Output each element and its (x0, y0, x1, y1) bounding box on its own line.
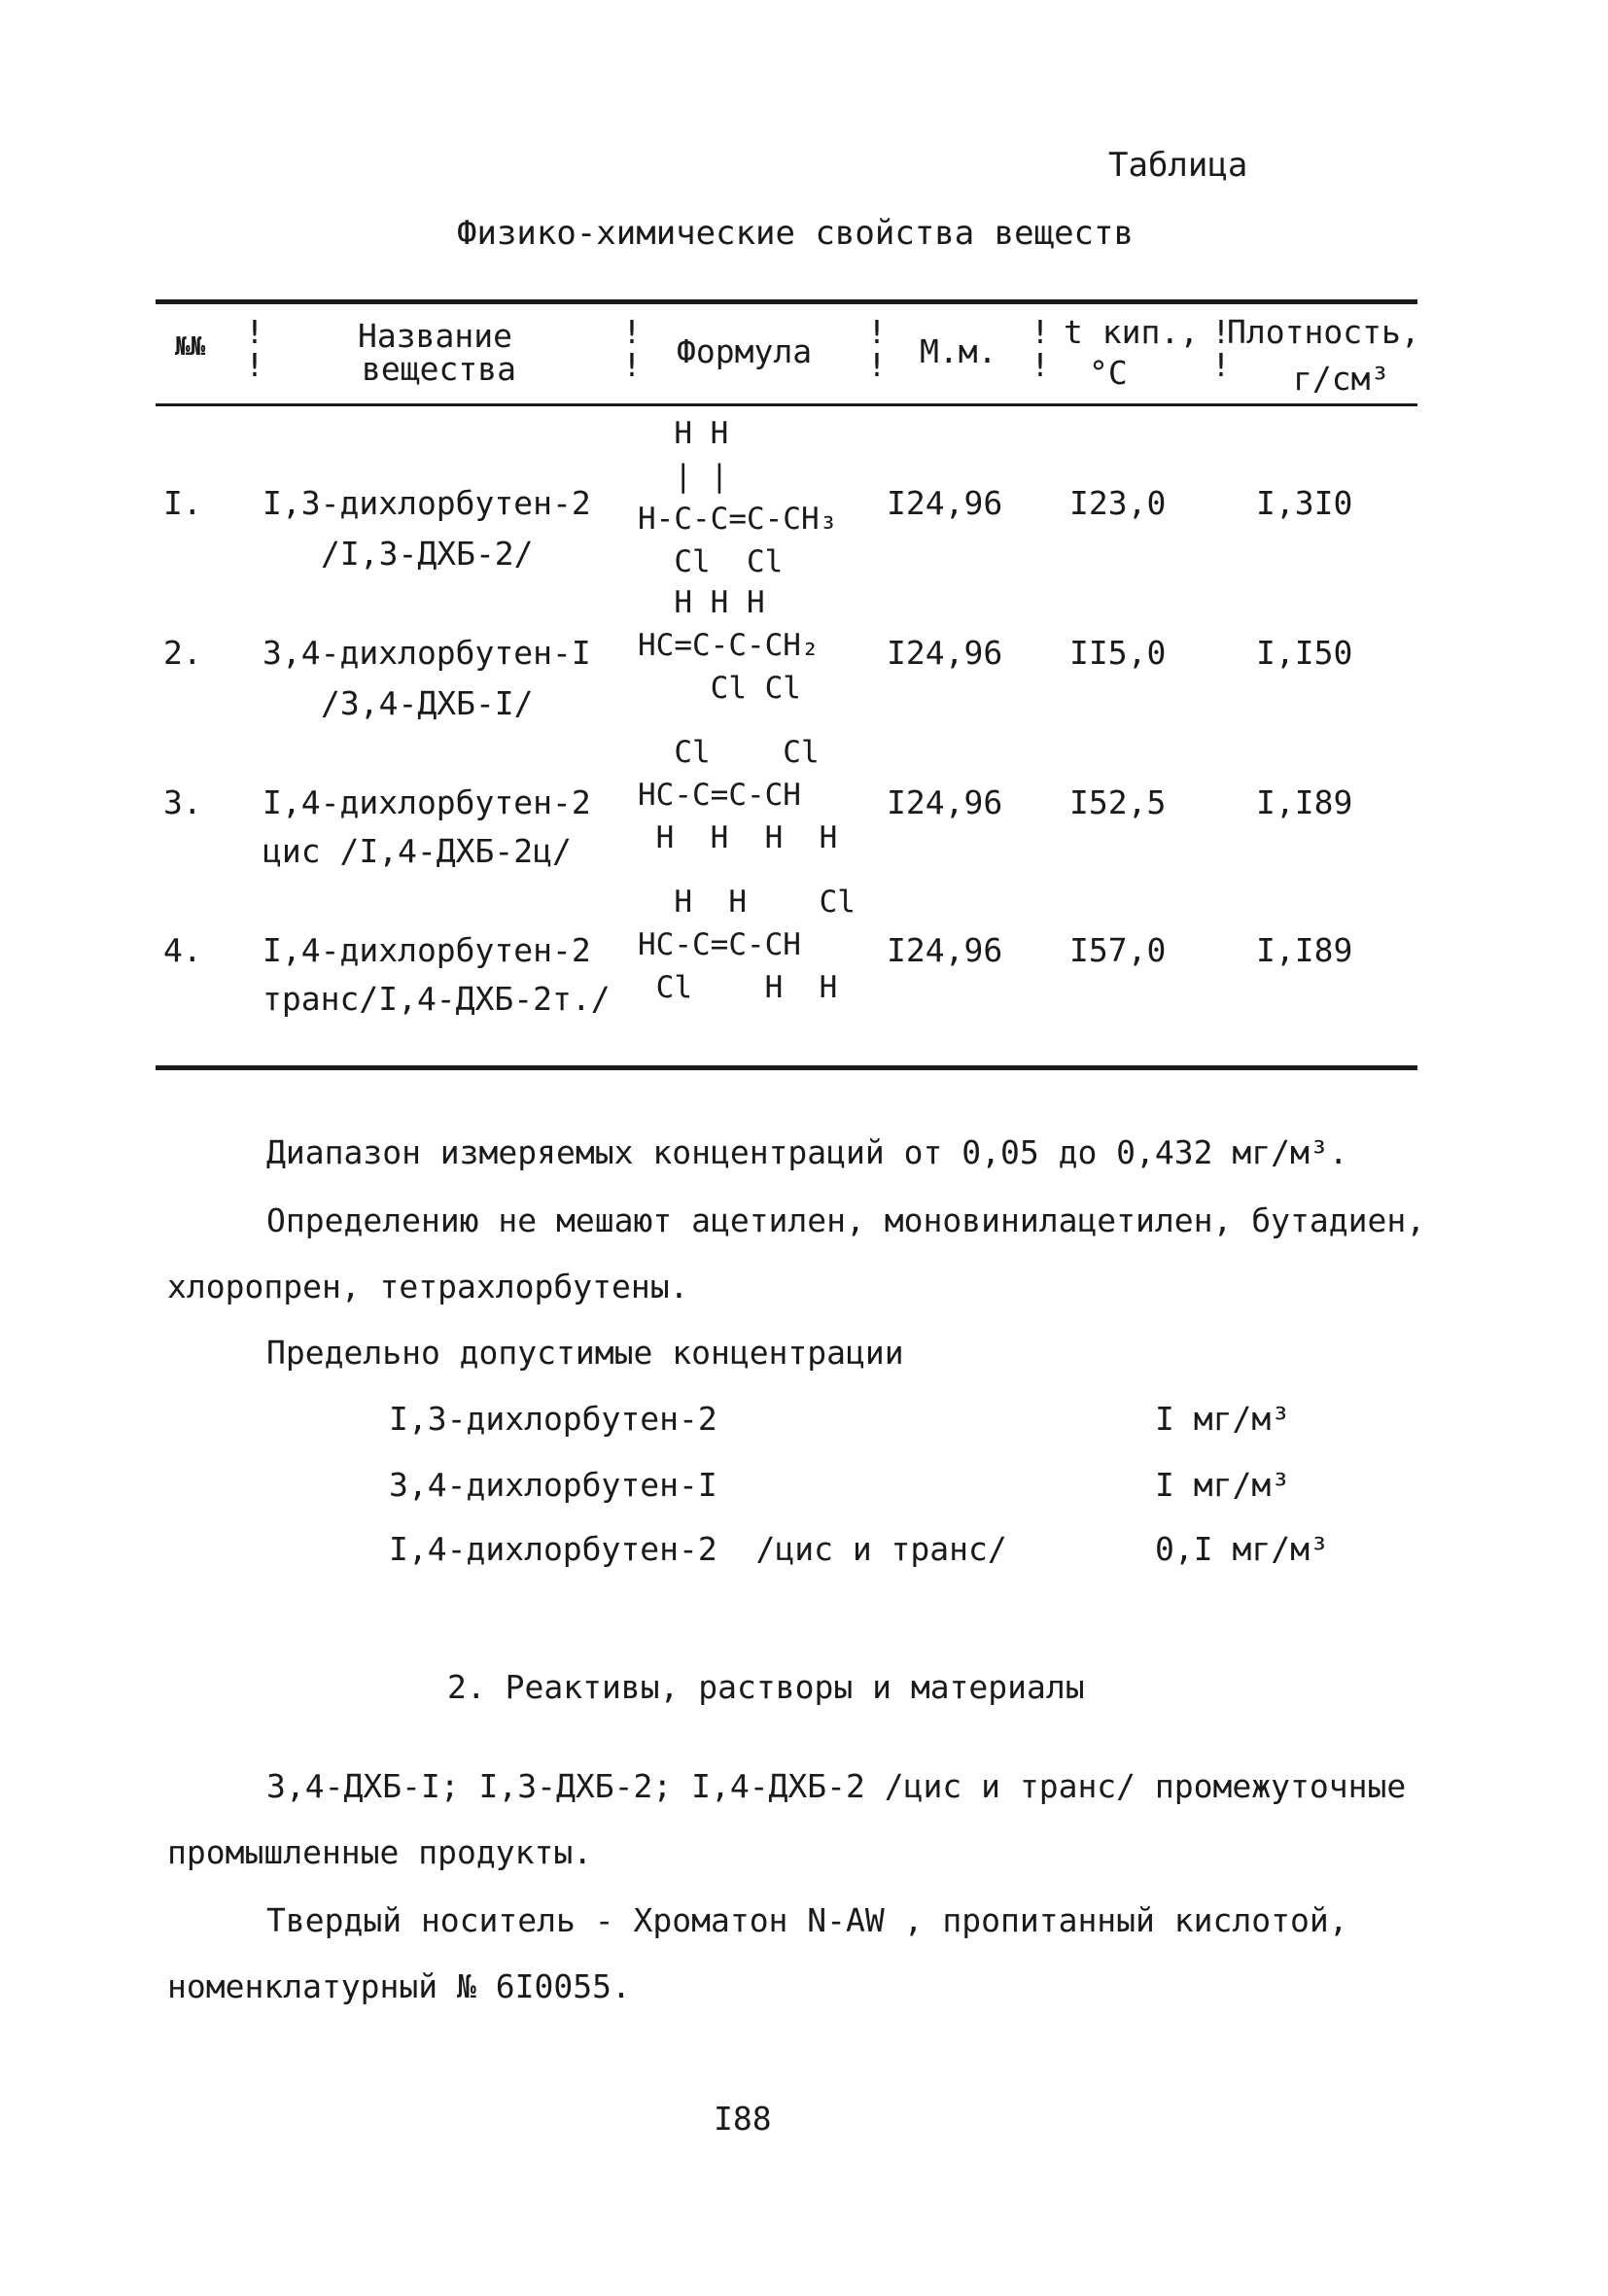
col-sep: ! (1031, 313, 1050, 351)
pdk-title: Предельно допустимые концентрации (266, 1334, 904, 1372)
reagents-line2: промышленные продукты. (167, 1833, 593, 1871)
col-num: №№ (175, 332, 206, 362)
formula-line: Н Н (638, 416, 729, 451)
pdk-item-1-value: I мг/м³ (1155, 1400, 1291, 1438)
col-density-line1: Плотность, (1227, 313, 1420, 351)
row-2-density: I,I50 (1256, 634, 1353, 672)
row-2-num: 2. (163, 634, 202, 672)
col-sep: ! (867, 346, 887, 384)
row-1-name-line2: /I,3-ДХБ-2/ (321, 535, 534, 573)
row-3-mm: I24,96 (887, 783, 1003, 821)
row-4-tbp: I57,0 (1069, 931, 1167, 969)
col-density-line2: г/см³ (1293, 360, 1390, 398)
row-1-density: I,3I0 (1256, 484, 1353, 522)
formula-line: Н Н Н (638, 585, 765, 620)
formula-line: НС-С=С-СН (638, 778, 801, 813)
table-bottom-rule (156, 1065, 1417, 1070)
pdk-item-3-value: 0,I мг/м³ (1155, 1530, 1329, 1568)
formula-line: Н Н Cl (638, 885, 856, 920)
row-2-mm: I24,96 (887, 634, 1003, 672)
formula-line: Cl Cl (638, 671, 801, 706)
table-header-rule (156, 403, 1417, 406)
page-number: I88 (714, 2100, 772, 2138)
row-2-name-line2: /3,4-ДХБ-I/ (321, 684, 534, 722)
col-mm: М.м. (920, 332, 997, 370)
row-4-num: 4. (163, 931, 202, 969)
row-1-tbp: I23,0 (1069, 484, 1167, 522)
pdk-item-3-name: I,4-дихлорбутен-2 /цис и транс/ (389, 1530, 1007, 1568)
section-title: 2. Реактивы, растворы и материалы (447, 1668, 1085, 1706)
reagents-line1: 3,4-ДХБ-I; I,3-ДХБ-2; I,4-ДХБ-2 /цис и транс/ промежуточные (266, 1767, 1407, 1805)
row-1-num: I. (163, 484, 202, 522)
formula-line: | | (638, 459, 729, 494)
row-3-name-line2: цис /I,4-ДХБ-2ц/ (262, 832, 572, 870)
row-4-mm: I24,96 (887, 931, 1003, 969)
row-4-name-line1: I,4-дихлорбутен-2 (262, 931, 591, 969)
formula-line: НС=С-С-СН₂ (638, 628, 820, 663)
pdk-item-2-name: 3,4-дихлорбутен-I (389, 1466, 717, 1504)
formula-line: Cl Cl (638, 735, 820, 770)
formula-line: Н-С-С=С-СН₃ (638, 502, 838, 537)
row-2-formula (638, 581, 820, 710)
row-1-formula (638, 412, 837, 583)
table-label: Таблица (1108, 146, 1248, 185)
pdk-item-2-value: I мг/м³ (1155, 1466, 1291, 1504)
formula-line: Cl Cl (638, 544, 784, 579)
carrier-line2: номенклатурный № 6I0055. (167, 1967, 631, 2005)
formula-line: Cl Н Н (638, 970, 838, 1005)
col-sep: ! (1031, 346, 1050, 384)
row-3-formula (638, 731, 837, 859)
interference-line2: хлоропрен, тетрахлорбутены. (167, 1268, 689, 1305)
row-1-name-line1: I,3-дихлорбутен-2 (262, 484, 591, 522)
row-4-name-line2: транс/I,4-ДХБ-2т./ (262, 980, 611, 1018)
formula-line: НС-С=С-СН (638, 927, 801, 962)
col-name-line2: вещества (362, 350, 516, 388)
col-sep: ! (245, 313, 264, 351)
col-formula: Формула (677, 332, 813, 370)
formula-line: Н Н Н Н (638, 820, 838, 855)
row-2-name-line1: 3,4-дихлорбутен-I (262, 634, 591, 672)
col-tbp-line2: °C (1089, 354, 1128, 392)
col-sep: ! (1211, 346, 1231, 384)
col-name-line1: Название (358, 317, 512, 355)
row-3-name-line1: I,4-дихлорбутен-2 (262, 783, 591, 821)
col-sep: ! (622, 313, 642, 351)
col-sep: ! (245, 346, 264, 384)
row-4-formula (638, 881, 856, 1009)
range-paragraph: Диапазон измеряемых концентраций от 0,05 до 0,432 мг/м³. (266, 1133, 1348, 1171)
carrier-line1: Твердый носитель - Хроматон N-AW , пропитанный кислотой, (266, 1901, 1348, 1939)
row-4-density: I,I89 (1256, 931, 1353, 969)
row-2-tbp: II5,0 (1069, 634, 1167, 672)
row-3-density: I,I89 (1256, 783, 1353, 821)
col-sep: ! (1211, 313, 1231, 351)
table-caption: Физико-химические свойства веществ (457, 214, 1134, 253)
row-3-tbp: I52,5 (1069, 783, 1167, 821)
pdk-item-1-name: I,3-дихлорбутен-2 (389, 1400, 717, 1438)
col-sep: ! (867, 313, 887, 351)
interference-line1: Определению не мешают ацетилен, моновинилацетилен, бутадиен, (266, 1201, 1426, 1239)
col-sep: ! (622, 346, 642, 384)
row-1-mm: I24,96 (887, 484, 1003, 522)
col-tbp-line1: t кип., (1064, 313, 1200, 351)
row-3-num: 3. (163, 783, 202, 821)
table-top-rule (156, 299, 1417, 304)
